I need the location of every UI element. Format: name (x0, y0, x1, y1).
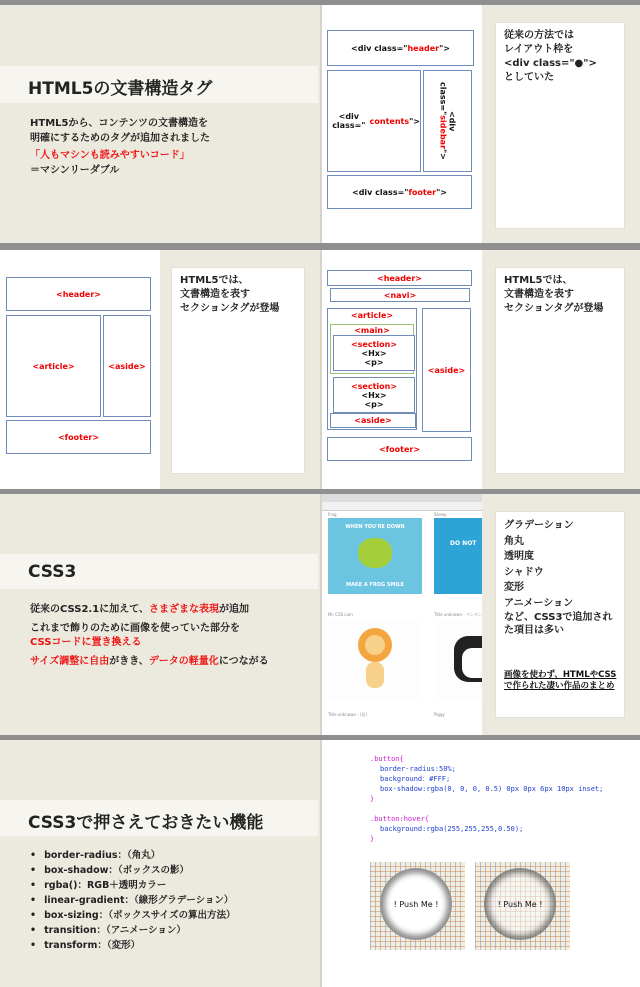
card-label: Title unknown - (仮) (328, 712, 368, 717)
feature-bullets (30, 848, 235, 953)
list-item: • transform：（変形） (30, 938, 235, 953)
section-box: <section> <Hx> <p> (333, 335, 415, 371)
info-text: HTML5では、 文書構造を表す セクションタグが登場 (504, 275, 604, 314)
main-box: <main> (330, 324, 414, 374)
aside-box: <aside> (103, 315, 151, 417)
right-diagram-panel (322, 250, 482, 489)
info-text: HTML5では、 文書構造を表す セクションタグが登場 (180, 275, 280, 314)
code-line: border-radius:50%; (380, 765, 456, 773)
penguin-belly-icon (462, 648, 482, 678)
frog-face-icon (358, 538, 392, 568)
info-card-right (496, 268, 624, 473)
browser-addressbar[interactable] (322, 502, 482, 511)
list-item: • box-sizing：（ボックスサイズの算出方法） (30, 908, 235, 923)
footer-box: <footer> (327, 437, 472, 461)
slide-body (30, 116, 210, 178)
code-line: } (370, 835, 375, 843)
works-link[interactable]: 画像を使わず、HTMLやCSS で作られた凄い作品のまとめ (504, 670, 617, 691)
body-line: ＝マシンリーダブル (30, 165, 120, 176)
div-header-box: <div class=" header "> (327, 30, 474, 66)
body-line: これまで飾りのために画像を使っていた部分を (30, 623, 240, 634)
code-line: background：#FFF; (380, 775, 451, 783)
note-card (496, 23, 624, 228)
list-item: • linear-gradient：（線形グラデーション） (30, 893, 235, 908)
title-bar (0, 554, 318, 589)
div-contents-box: <div class=" contents "> (327, 70, 421, 172)
frog-card[interactable] (328, 518, 422, 594)
slide-title: CSS3で押さえておきたい機能 (28, 813, 264, 833)
diagram-panel (322, 5, 482, 243)
code-line: background:rgba(255,255,255,0.50); (380, 825, 524, 833)
article-box: <article> (6, 315, 101, 417)
info-card-left (172, 268, 304, 473)
lion-card[interactable] (328, 618, 422, 698)
code-line: .button:hover{ (370, 815, 430, 823)
slide-title: HTML5の文書構造タグ (28, 79, 213, 99)
slide-section-tags (0, 250, 640, 489)
inner-aside-box: <aside> (330, 413, 416, 428)
card-label: Mr. CSS Lion (328, 612, 353, 617)
sheep-card[interactable] (434, 518, 482, 594)
card-text: WHEN YOU'RE DOWN (345, 524, 405, 530)
header-box: <header> (327, 270, 472, 286)
slide-title: CSS3 (28, 562, 77, 582)
body-line: HTML5から、コンテンツの文書構造を (30, 118, 208, 129)
title-bar (0, 800, 318, 836)
highlight-line: CSSコードに置き換える (30, 637, 142, 648)
div-footer-box: <div class=" footer "> (327, 175, 472, 209)
card-text: MAKE A FROG SMILE (346, 582, 404, 588)
card-label: Piggy (434, 712, 445, 717)
list-item: • box-shadow：（ボックスの影） (30, 863, 235, 878)
article-box: <article> (327, 308, 417, 430)
list-item: • rgba()：RGB＋透明カラー (30, 878, 235, 893)
feature-card (496, 512, 624, 717)
browser-tabbar (322, 494, 482, 502)
list-item: • transition：（アニメーション） (30, 923, 235, 938)
card-label: Sheep (434, 512, 447, 517)
code-line: } (370, 795, 375, 803)
gallery-screenshot (322, 494, 482, 735)
slide-css3-features (0, 740, 640, 987)
card-label: Frog (328, 512, 337, 517)
list-item: • border-radius：（角丸） (30, 848, 235, 863)
slide-html5-structure (0, 5, 640, 243)
note-text: 従来の方法では レイアウト枠を <div class="●"> としていた (504, 30, 597, 83)
code-line: .button{ (370, 755, 404, 763)
header-box: <header> (6, 277, 151, 311)
feature-list: グラデーション 角丸 透明度 シャドウ 変形 アニメーション など、CSS3で追加され た項目は多い (504, 520, 613, 636)
left-diagram-panel (0, 250, 160, 489)
div-sidebar-box: <div class="sidebar"> (423, 70, 472, 172)
code-line: box-shadow:rgba(0, 0, 0, 0.5) 0px 0px 6px 10px inset; (380, 785, 604, 793)
push-me-hover-button[interactable]: ! Push Me ! (484, 868, 556, 940)
lion-face-icon (365, 635, 385, 655)
card-label: Title unknown - ペンギン (434, 612, 482, 617)
slide-body (30, 603, 269, 669)
footer-box: <footer> (6, 420, 151, 454)
highlight-line: 「人もマシンも読みやすいコード」 (30, 150, 190, 161)
title-bar (0, 66, 318, 103)
push-me-button[interactable]: ! Push Me ! (380, 868, 452, 940)
slide-css3 (0, 494, 640, 735)
lion-body-icon (366, 662, 384, 688)
css-code-block (370, 754, 603, 844)
penguin-card[interactable] (434, 618, 482, 698)
section-box: <section> <Hx> <p> (333, 377, 415, 413)
aside-box: <aside> (422, 308, 471, 432)
body-line: 従来のCSS2.1に加えて、さまざまな表現が追加 (30, 604, 249, 615)
card-text: DO NOT (450, 540, 477, 547)
navi-box: <navi> (330, 288, 470, 302)
body-line: 明確にするためのタグが追加されました (30, 133, 210, 144)
body-line: サイズ調整に自由がきき、データの軽量化につながる (30, 656, 269, 667)
